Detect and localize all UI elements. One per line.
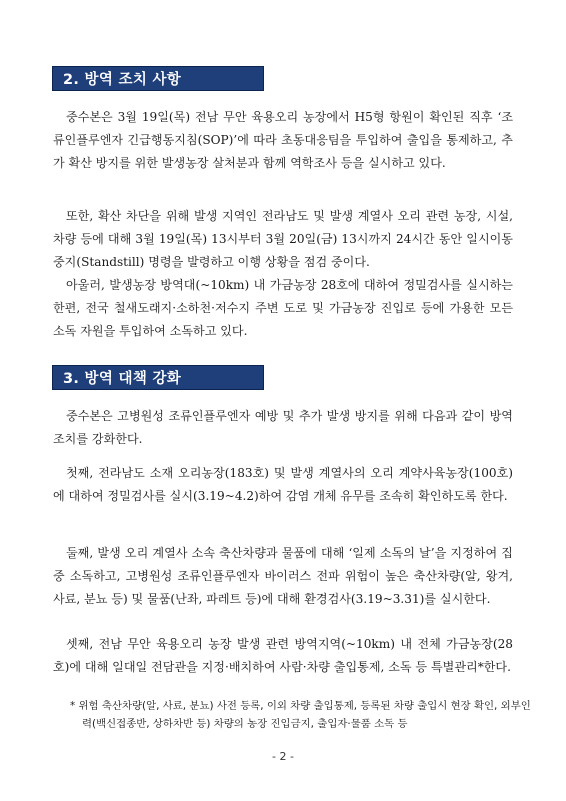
section-3-paragraph-2: 첫째, 전라남도 소재 오리농장(183호) 및 발생 계열사의 오리 계약사육농장(100호)에 대하여 정밀검사를 실시(3.19~4.2)하여 감염 개체 유무를 조속히 확인하도록 한다. <box>53 466 513 503</box>
section-3-paragraph-3: 둘째, 발생 오리 계열사 소속 축산차량과 물품에 대해 ‘일제 소독의 날’을 지정하여 집중 소독하고, 고병원성 조류인플루엔자 바이러스 전파 위험이 높은 축산차량(알, 왕겨, 사료, 분뇨 등) 및 물품(난좌, 파레트 등)에 대해 환경검사(3.19~3.31)를 실시한다. <box>53 546 513 606</box>
section-3-paragraph-4: 셋째, 전남 무안 육용오리 농장 발생 관련 방역지역(~10km) 내 전체 가금농장(28호)에 대해 일대일 전담관을 지정·배치하여 사람·차량 출입통제, 소독 등 특별관리*한다. <box>53 637 513 674</box>
section-3-paragraph-1: 중수본은 고병원성 조류인플루엔자 예방 및 추가 발생 방지를 위해 다음과 같이 방역 조치를 강화한다. <box>53 409 513 446</box>
section-2-paragraph-1: 중수본은 3월 19일(목) 전남 무안 육용오리 농장에서 H5형 항원이 확인된 직후 ‘조류인플루엔자 긴급행동지침(SOP)’에 따라 초동대응팀을 투입하여 출입을 통제하고, 추가 확산 방지를 위한 발생농장 살처분과 함께 역학조사 등을 실시하고 있다. <box>53 110 513 170</box>
section-2-paragraph-3: 아울러, 발생농장 방역대(~10km) 내 가금농장 28호에 대하여 정밀검사를 실시하는 한편, 전국 철새도래지·소하천·저수지 주변 도로 및 가금농장 진입로 등에 가용한 모든 소독 자원을 투입하여 소독하고 있다. <box>53 278 513 338</box>
section-2-paragraph-2: 또한, 확산 차단을 위해 발생 지역인 전라남도 및 발생 계열사 오리 관련 농장, 시설, 차량 등에 대해 3월 19일(목) 13시부터 3월 20일(금) 13시까지 24시간 동안 일시이동중지(Standstill) 명령을 발령하고 이행 상황을 점검 중이다. <box>53 209 513 269</box>
section-3-title: 3. 방역 대책 강화 <box>63 371 182 387</box>
section-2-header <box>52 66 264 91</box>
page-number: - 2 - <box>272 750 294 763</box>
section-2-title: 2. 방역 조치 사항 <box>63 72 182 88</box>
footnote: * 위험 축산차량(알, 사료, 분뇨) 사전 등록, 이외 차량 출입통제, 등록된 차량 출입시 현장 확인, 외부인력(백신접종반, 상하차반 등) 차량의 농장 진입금지, 출입자·물품 소독 등 <box>70 700 531 730</box>
section-3-header <box>52 365 264 390</box>
